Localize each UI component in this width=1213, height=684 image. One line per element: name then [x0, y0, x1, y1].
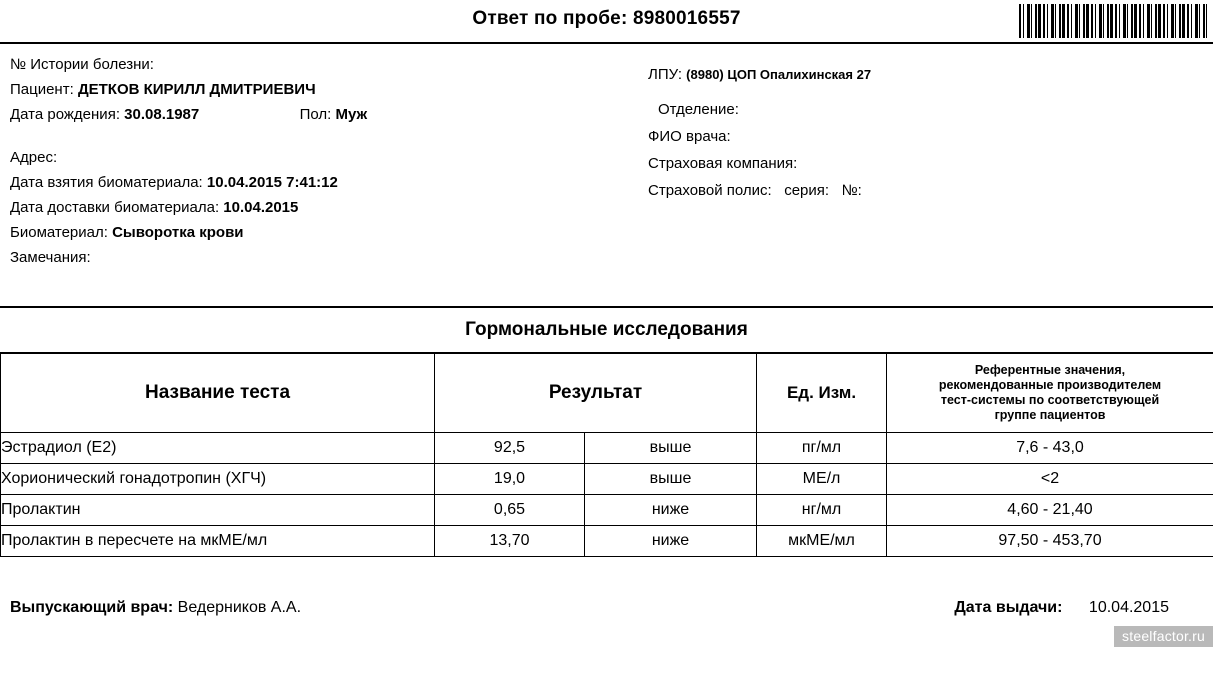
insurance-company-label: Страховая компания:	[648, 155, 798, 172]
birth-gender-row	[10, 102, 630, 127]
report-footer	[0, 557, 1213, 647]
case-number-label: № Истории болезни:	[10, 56, 154, 73]
lpu-value: (8980) ЦОП Опалихинская 27	[686, 67, 872, 82]
reference-header-line-1: Референтные значения,	[974, 363, 1126, 377]
results-table	[0, 354, 1213, 557]
gender-value: Муж	[335, 106, 368, 123]
report-header	[0, 0, 1213, 44]
gender-label: Пол:	[299, 106, 332, 123]
case-number-row	[10, 52, 630, 77]
cell-unit: пг/мл	[757, 433, 887, 464]
delivery-date-value: 10.04.2015	[223, 199, 299, 216]
notes-row	[10, 245, 630, 270]
department-label: Отделение:	[658, 101, 739, 118]
cell-reference: 7,6 - 43,0	[887, 433, 1213, 464]
biomaterial-value: Сыворотка крови	[112, 224, 244, 241]
address-label: Адрес:	[10, 149, 58, 166]
patient-info-area	[0, 44, 1213, 308]
policy-number-label: №:	[841, 182, 862, 199]
table-header-row	[1, 354, 1213, 433]
reference-header-line-3: тест-системы по соответствующей	[940, 393, 1160, 407]
department-row	[648, 96, 1198, 123]
cell-result-value: 19,0	[435, 464, 585, 495]
cell-reference: 97,50 - 453,70	[887, 526, 1213, 557]
patient-label: Пациент:	[10, 81, 74, 98]
cell-result-flag: ниже	[585, 526, 757, 557]
results-table-body	[1, 433, 1213, 557]
releasing-doctor	[10, 599, 301, 617]
patient-value: ДЕТКОВ КИРИЛЛ ДМИТРИЕВИЧ	[77, 81, 316, 98]
insurance-company-row	[648, 150, 1198, 177]
collection-date-value: 10.04.2015 7:41:12	[206, 174, 338, 191]
releasing-doctor-label: Выпускающий врач:	[10, 599, 174, 616]
biomaterial-label: Биоматериал:	[10, 224, 108, 241]
column-header-result: Результат	[435, 354, 757, 433]
lpu-row	[648, 64, 1198, 86]
collection-date-label: Дата взятия биоматериала:	[10, 174, 203, 191]
cell-result-value: 13,70	[435, 526, 585, 557]
cell-test-name: Пролактин в пересчете на мкМЕ/мл	[1, 526, 435, 557]
delivery-date-row	[10, 195, 630, 220]
patient-name-row	[10, 77, 630, 102]
column-header-test-name: Название теста	[1, 354, 435, 433]
patient-info-block	[10, 52, 630, 270]
address-row	[10, 145, 630, 170]
spacer	[648, 86, 1198, 96]
cell-result-value: 92,5	[435, 433, 585, 464]
cell-reference: 4,60 - 21,40	[887, 495, 1213, 526]
doctor-row	[648, 123, 1198, 150]
table-row	[1, 526, 1213, 557]
section-title: Гормональные исследования	[0, 308, 1213, 354]
birth-label: Дата рождения:	[10, 106, 120, 123]
biomaterial-row	[10, 220, 630, 245]
reference-header-line-2: рекомендованные производителем	[938, 378, 1162, 392]
issue-date-value: 10.04.2015	[1088, 599, 1169, 616]
spacer	[10, 127, 630, 145]
watermark: steelfactor.ru	[1114, 626, 1213, 647]
table-row	[1, 433, 1213, 464]
cell-result-flag: выше	[585, 464, 757, 495]
releasing-doctor-value: Ведерников А.А.	[177, 599, 302, 616]
cell-result-flag: выше	[585, 433, 757, 464]
column-header-unit: Ед. Изм.	[757, 354, 887, 433]
cell-test-name: Хорионический гонадотропин (ХГЧ)	[1, 464, 435, 495]
column-header-reference	[887, 354, 1213, 433]
reference-header-line-4: группе пациентов	[994, 408, 1106, 422]
cell-unit: нг/мл	[757, 495, 887, 526]
insurance-policy-row	[648, 177, 1198, 204]
cell-reference: <2	[887, 464, 1213, 495]
clinic-info-block	[648, 64, 1198, 204]
cell-test-name: Эстрадиол (Е2)	[1, 433, 435, 464]
doctor-label: ФИО врача:	[648, 128, 731, 145]
collection-date-row	[10, 170, 630, 195]
policy-series-label: серия:	[784, 182, 830, 199]
cell-unit: мкМЕ/мл	[757, 526, 887, 557]
page-title: Ответ по пробе: 8980016557	[472, 8, 741, 29]
cell-result-flag: ниже	[585, 495, 757, 526]
lpu-label: ЛПУ:	[648, 66, 682, 83]
table-row	[1, 464, 1213, 495]
issue-date	[954, 599, 1169, 617]
barcode-image	[1019, 4, 1207, 38]
cell-unit: МЕ/л	[757, 464, 887, 495]
cell-test-name: Пролактин	[1, 495, 435, 526]
policy-label: Страховой полис:	[648, 182, 772, 199]
table-row	[1, 495, 1213, 526]
results-table-head	[1, 354, 1213, 433]
delivery-date-label: Дата доставки биоматериала:	[10, 199, 220, 216]
issue-date-label: Дата выдачи:	[954, 599, 1063, 616]
cell-result-value: 0,65	[435, 495, 585, 526]
birth-value: 30.08.1987	[124, 106, 200, 123]
notes-label: Замечания:	[10, 249, 91, 266]
